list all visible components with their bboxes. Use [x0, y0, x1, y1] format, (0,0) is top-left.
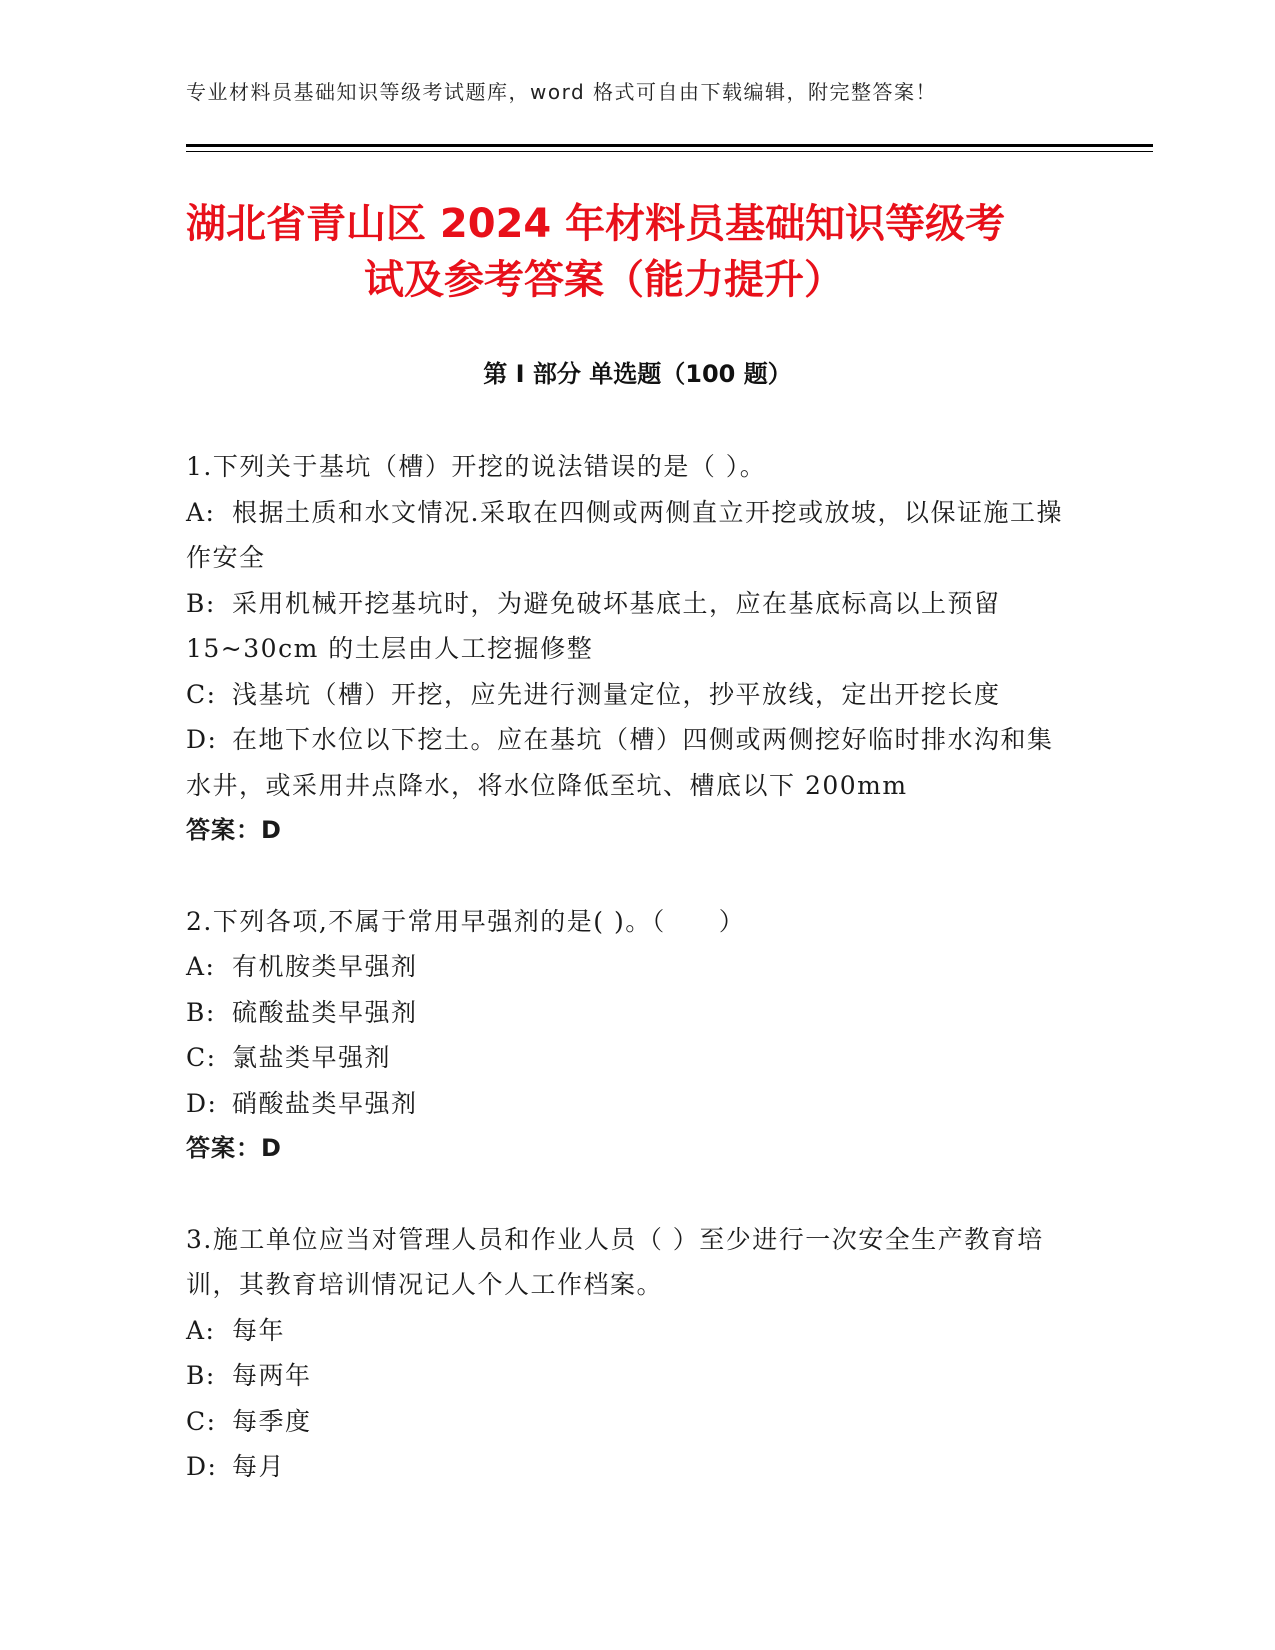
question-2: [186, 899, 1066, 1172]
option-d: [186, 717, 1066, 808]
option-text: 每年: [232, 1315, 286, 1345]
question-1: [186, 444, 1066, 854]
option-letter: D:: [186, 1088, 218, 1118]
question-3: [186, 1217, 1066, 1490]
option-letter: B:: [186, 588, 216, 618]
question-stem: 3.施工单位应当对管理人员和作业人员（ ）至少进行一次安全生产教育培训，其教育培训情况记人个人工作档案。: [186, 1224, 1044, 1299]
option-text: 浅基坑（槽）开挖，应先进行测量定位，抄平放线，定出开挖长度: [232, 679, 1001, 709]
option-text: 氯盐类早强剂: [232, 1043, 392, 1072]
header-note: 专业材料员基础知识等级考试题库，word 格式可自由下载编辑，附完整答案！: [186, 80, 938, 104]
option-c: [186, 1035, 1066, 1081]
option-b: [186, 581, 1066, 672]
option-text: 硝酸盐类早强剂: [232, 1088, 418, 1118]
option-letter: A:: [186, 952, 216, 981]
option-b: [186, 1353, 1066, 1399]
question-list: [186, 444, 1066, 1535]
option-letter: D:: [186, 1452, 218, 1481]
option-c: [186, 672, 1066, 718]
option-text: 硫酸盐类早强剂: [232, 997, 418, 1027]
option-text: 每季度: [232, 1406, 312, 1436]
option-letter: B:: [186, 997, 216, 1027]
option-text: 每月: [232, 1452, 286, 1481]
option-c: [186, 1399, 1066, 1445]
header-rule-thick: [186, 144, 1153, 147]
option-text: 每两年: [232, 1361, 312, 1390]
header-rule-thin: [186, 151, 1153, 152]
question-stem: 2.下列各项,不属于常用早强剂的是( )。（ ）: [186, 906, 746, 936]
option-letter: C:: [186, 679, 217, 709]
option-text: 在地下水位以下挖土。应在基坑（槽）四侧或两侧挖好临时排水沟和集水井，或采用井点降水，将水位降低至坑、槽底以下 200mm: [186, 725, 1054, 800]
document-title: [186, 196, 1086, 308]
answer-label: 答案：D: [186, 816, 282, 844]
option-text: 采用机械开挖基坑时，为避免破坏基底土，应在基底标高以上预留15~30cm 的土层由人工挖掘修整: [186, 588, 1001, 663]
option-letter: A:: [186, 497, 216, 527]
option-letter: D:: [186, 725, 218, 754]
option-d: [186, 1444, 1066, 1490]
option-letter: C:: [186, 1043, 217, 1072]
question-stem: 1.下列关于基坑（槽）开挖的说法错误的是（ ）。: [186, 452, 767, 481]
option-text: 根据土质和水文情况.采取在四侧或两侧直立开挖或放坡，以保证施工操作安全: [186, 497, 1063, 572]
option-letter: C:: [186, 1406, 217, 1436]
option-text: 有机胺类早强剂: [232, 952, 418, 981]
answer-label: 答案：D: [186, 1134, 282, 1162]
option-d: [186, 1081, 1066, 1127]
option-b: [186, 990, 1066, 1036]
document-title-line1: 湖北省青山区 2024 年材料员基础知识等级考: [186, 201, 1006, 247]
option-letter: A:: [186, 1315, 216, 1345]
option-a: [186, 944, 1066, 990]
section-title: 第 I 部分 单选题（100 题）: [483, 360, 792, 388]
option-a: [186, 1308, 1066, 1354]
option-letter: B:: [186, 1361, 216, 1390]
document-title-line2: 试及参考答案（能力提升）: [364, 257, 844, 303]
option-a: [186, 490, 1066, 581]
